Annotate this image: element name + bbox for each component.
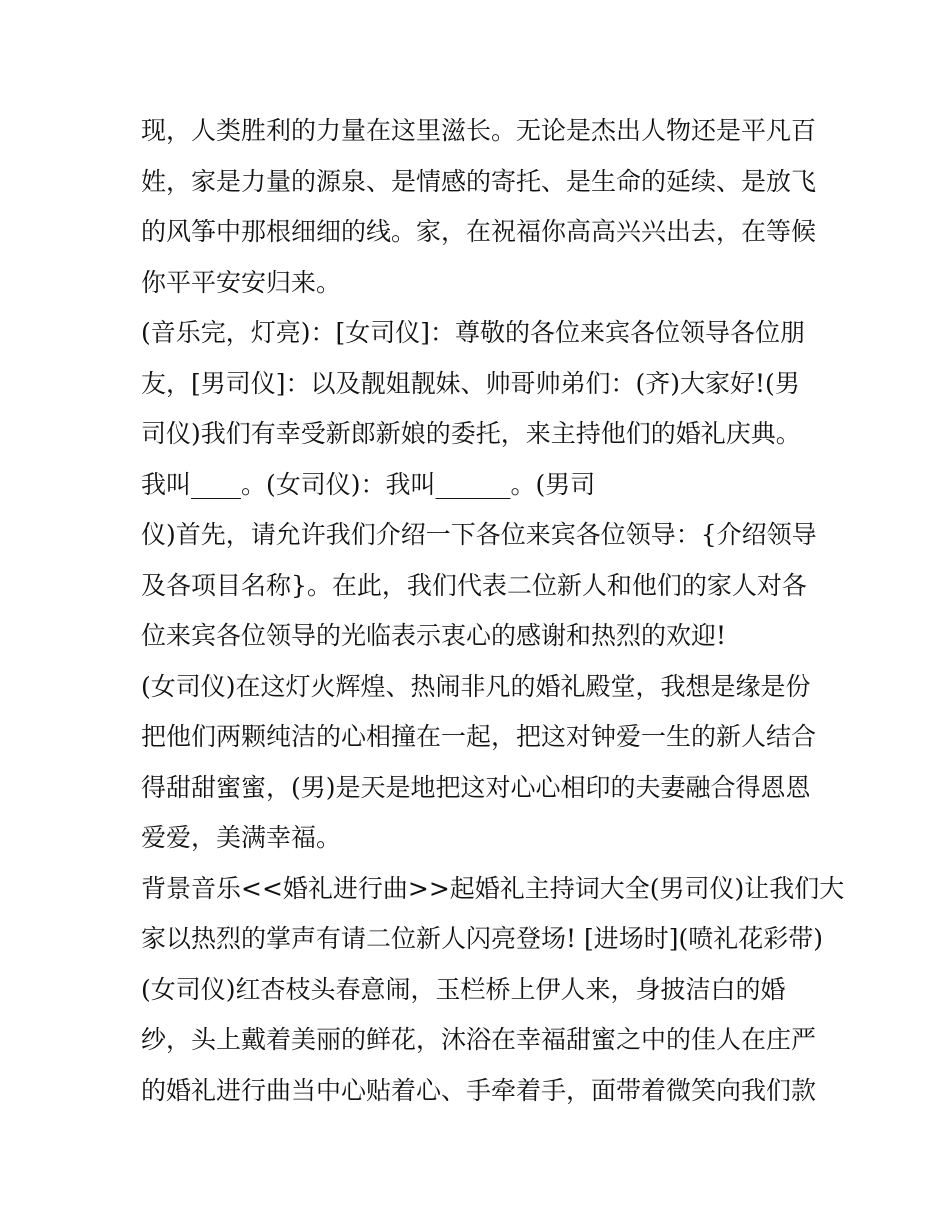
text-line-9: 仪)首先，请允许我们介绍一下各位来宾各位领导：{介绍领导: [141, 520, 817, 549]
text-line-6: 友，[男司仪]：以及靓姐靓妹、帅哥帅弟们：(齐)大家好!(男: [141, 368, 800, 398]
text-line-2: 姓，家是力量的源泉、是情感的寄托、是生命的延续、是放飞: [141, 166, 817, 196]
text-line-13: 把他们两颗纯洁的心相撞在一起，把这对钟爱一生的新人结合: [141, 722, 817, 751]
text-line-5: (音乐完，灯亮)：[女司仪]：尊敬的各位来宾各位领导各位朋: [141, 318, 806, 347]
text-line-14: 得甜甜蜜蜜，(男)是天是地把这对心心相印的夫妻融合得恩恩: [141, 772, 811, 802]
text-line-15: 爱爱，美满幸福。: [141, 823, 342, 852]
text-line-11: 位来宾各位领导的光临表示衷心的感谢和热烈的欢迎!: [141, 621, 727, 650]
text-line-7: 司仪)我们有幸受新郎新娘的委托，来主持他们的婚礼庆典。: [141, 419, 801, 448]
text-line-17: 家以热烈的掌声有请二位新人闪亮登场! [进场时](喷礼花彩带): [141, 924, 824, 953]
text-line-20: 的婚礼进行曲当中心贴着心、手牵着手，面带着微笑向我们款: [141, 1075, 817, 1105]
text-line-3: 的风筝中那根细细的线。家，在祝福你高高兴兴出去，在等候: [141, 217, 817, 246]
text-line-19: 纱，头上戴着美丽的鲜花，沐浴在幸福甜蜜之中的佳人在庄严: [141, 1025, 817, 1054]
text-line-18: (女司仪)红杏枝头春意闹，玉栏桥上伊人来，身披洁白的婚: [141, 974, 786, 1004]
text-line-8: 我叫____。(女司仪)：我叫______。(男司: [141, 469, 596, 499]
text-line-4: 你平平安安归来。: [141, 267, 342, 297]
text-line-16: 背景音乐<<婚礼进行曲>>起婚礼主持词大全(男司仪)让我们大: [141, 873, 845, 903]
body-text: [141, 106, 845, 1116]
text-line-12: (女司仪)在这灯火辉煌、热闹非凡的婚礼殿堂，我想是缘是份: [141, 671, 811, 701]
text-line-10: 及各项目名称}。在此，我们代表二位新人和他们的家人对各: [141, 570, 807, 600]
text-line-1: 现，人类胜利的力量在这里滋长。无论是杰出人物还是平凡百: [141, 116, 817, 145]
